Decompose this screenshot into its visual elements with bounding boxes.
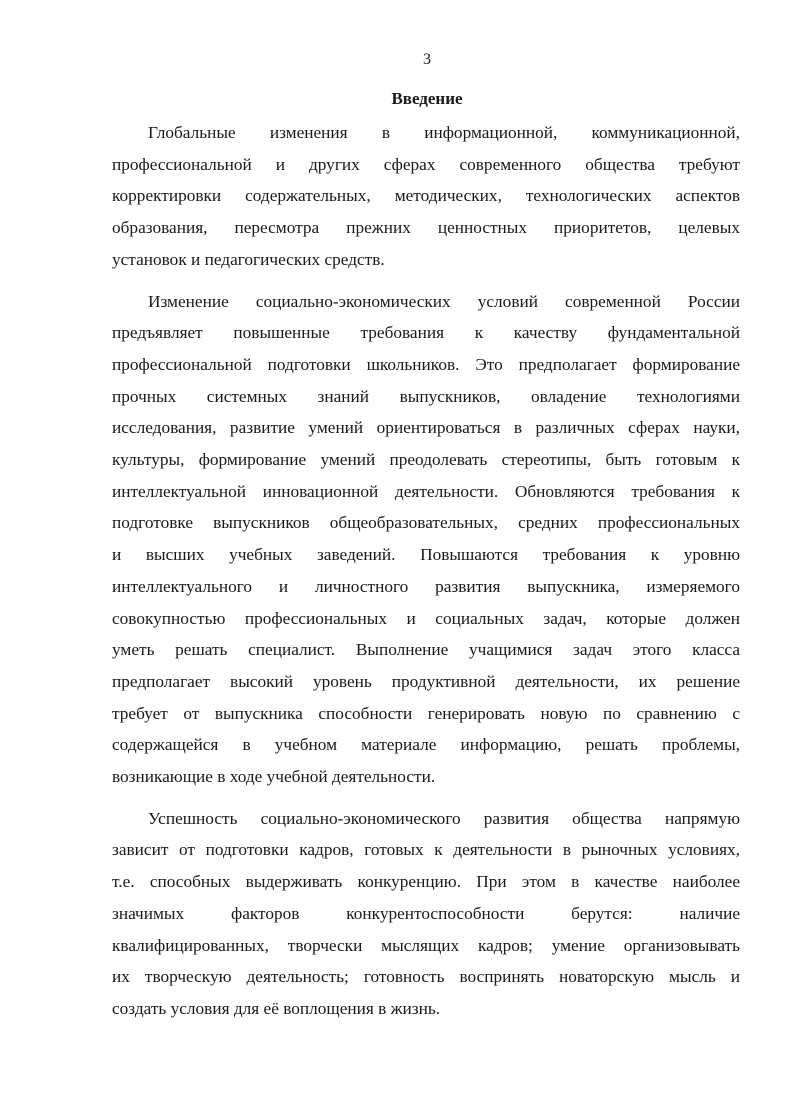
text-line: возникающие в ходе учебной деятельности. (112, 767, 436, 787)
text-line: создать условия для её воплощения в жизнь. (112, 998, 441, 1018)
text-line: квалифицированных, творчески мыслящих кадров; умение организовывать (112, 935, 740, 955)
text-line: предполагает высокий уровень продуктивной деятельности, их решение (112, 671, 740, 691)
text-line: Изменение социально-экономических условий современной России (148, 291, 740, 311)
text-line: предъявляет повышенные требования к качеству фундаментальной (112, 323, 740, 343)
text-line: Успешность социально-экономического развития общества напрямую (148, 808, 740, 828)
text-line: и высших учебных заведений. Повышаются требования к уровню (112, 545, 740, 565)
text-line: требует от выпускника способности генерировать новую по сравнению с (112, 703, 740, 723)
text-line: профессиональной подготовки школьников. Это предполагает формирование (112, 354, 740, 374)
text-line: т.е. способных выдерживать конкуренцию. При этом в качестве наиболее (112, 872, 740, 892)
text-line: совокупностью профессиональных и социальных задач, которые должен (112, 608, 740, 628)
text-line: их творческую деятельность; готовность воспринять новаторскую мысль и (112, 967, 740, 987)
text-line: значимых факторов конкурентоспособности берутся: наличие (112, 903, 740, 923)
text-line: интеллектуальной инновационной деятельности. Обновляются требования к (112, 481, 740, 501)
text-line: корректировки содержательных, методических, технологических аспектов (112, 186, 740, 206)
text-line: образования, пересмотра прежних ценностных приоритетов, целевых (112, 218, 740, 238)
paragraph (112, 117, 740, 276)
text-line: подготовке выпускников общеобразовательных, средних профессиональных (112, 513, 740, 533)
text-line: исследования, развитие умений ориентироваться в различных сферах науки, (112, 418, 740, 438)
text-line: профессиональной и других сферах современного общества требуют (112, 154, 740, 174)
body-text (112, 117, 740, 1025)
paragraph (112, 803, 740, 1025)
paragraph (112, 286, 740, 793)
text-line: Глобальные изменения в информационной, коммуникационной, (148, 123, 740, 142)
text-line: культуры, формирование умений преодолевать стереотипы, быть готовым к (112, 450, 740, 470)
text-line: зависит от подготовки кадров, готовых к деятельности в рыночных условиях, (112, 840, 740, 860)
text-line: уметь решать специалист. Выполнение учащимися задач этого класса (112, 640, 740, 660)
page-number: 3 (423, 51, 431, 68)
section-heading: Введение (391, 89, 463, 108)
text-line: интеллектуального и личностного развития выпускника, измеряемого (112, 576, 740, 596)
text-line: содержащейся в учебном материале информацию, решать проблемы, (112, 735, 740, 755)
text-line: установок и педагогических средств. (112, 249, 385, 269)
text-line: прочных системных знаний выпускников, овладение технологиями (112, 386, 740, 406)
